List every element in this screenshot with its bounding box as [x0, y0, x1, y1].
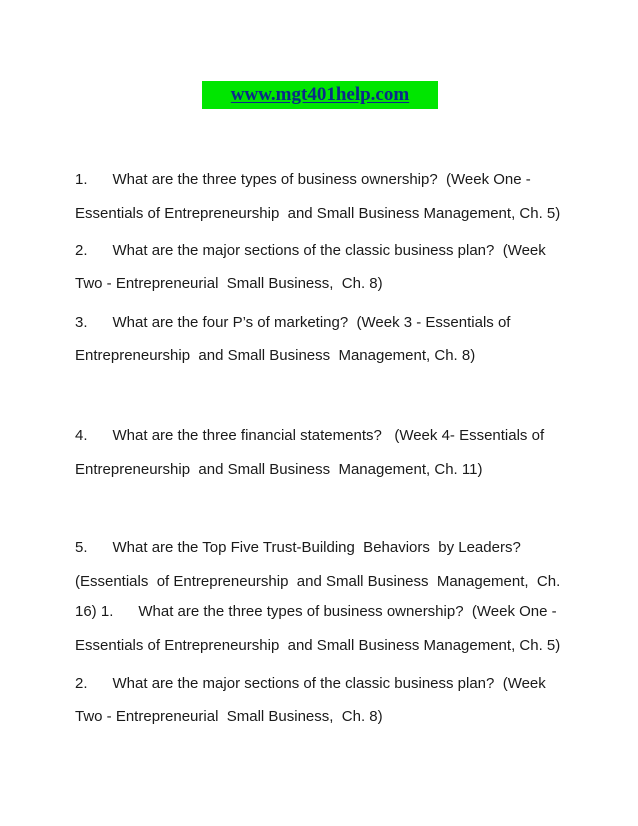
text-line-1: 1. What are the three types of business ownership? (Week One - — [75, 171, 531, 188]
text-line-9: 5. What are the Top Five Trust-Building Behaviors by Leaders? — [75, 539, 521, 556]
text-line-14: Two - Entrepreneurial Small Business, Ch. 8) — [75, 708, 383, 725]
text-line-12: Essentials of Entrepreneurship and Small Business Management, Ch. 5) — [75, 637, 561, 654]
text-line-4: Two - Entrepreneurial Small Business, Ch. 8) — [75, 275, 383, 292]
text-line-10: (Essentials of Entrepreneurship and Small Business Management, Ch. — [75, 573, 561, 590]
text-line-5: 3. What are the four P’s of marketing? (Week 3 - Essentials of — [75, 314, 511, 331]
text-line-13: 2. What are the major sections of the classic business plan? (Week — [75, 675, 546, 692]
text-line-8: Entrepreneurship and Small Business Management, Ch. 11) — [75, 461, 483, 478]
website-link[interactable]: www.mgt401help.com — [202, 81, 438, 109]
text-line-2: Essentials of Entrepreneurship and Small Business Management, Ch. 5) — [75, 205, 561, 222]
text-line-6: Entrepreneurship and Small Business Management, Ch. 8) — [75, 347, 476, 364]
text-line-3: 2. What are the major sections of the classic business plan? (Week — [75, 242, 546, 259]
text-line-11: 16) 1. What are the three types of business ownership? (Week One - — [75, 603, 557, 620]
text-line-7: 4. What are the three financial statements? (Week 4- Essentials of — [75, 427, 545, 444]
